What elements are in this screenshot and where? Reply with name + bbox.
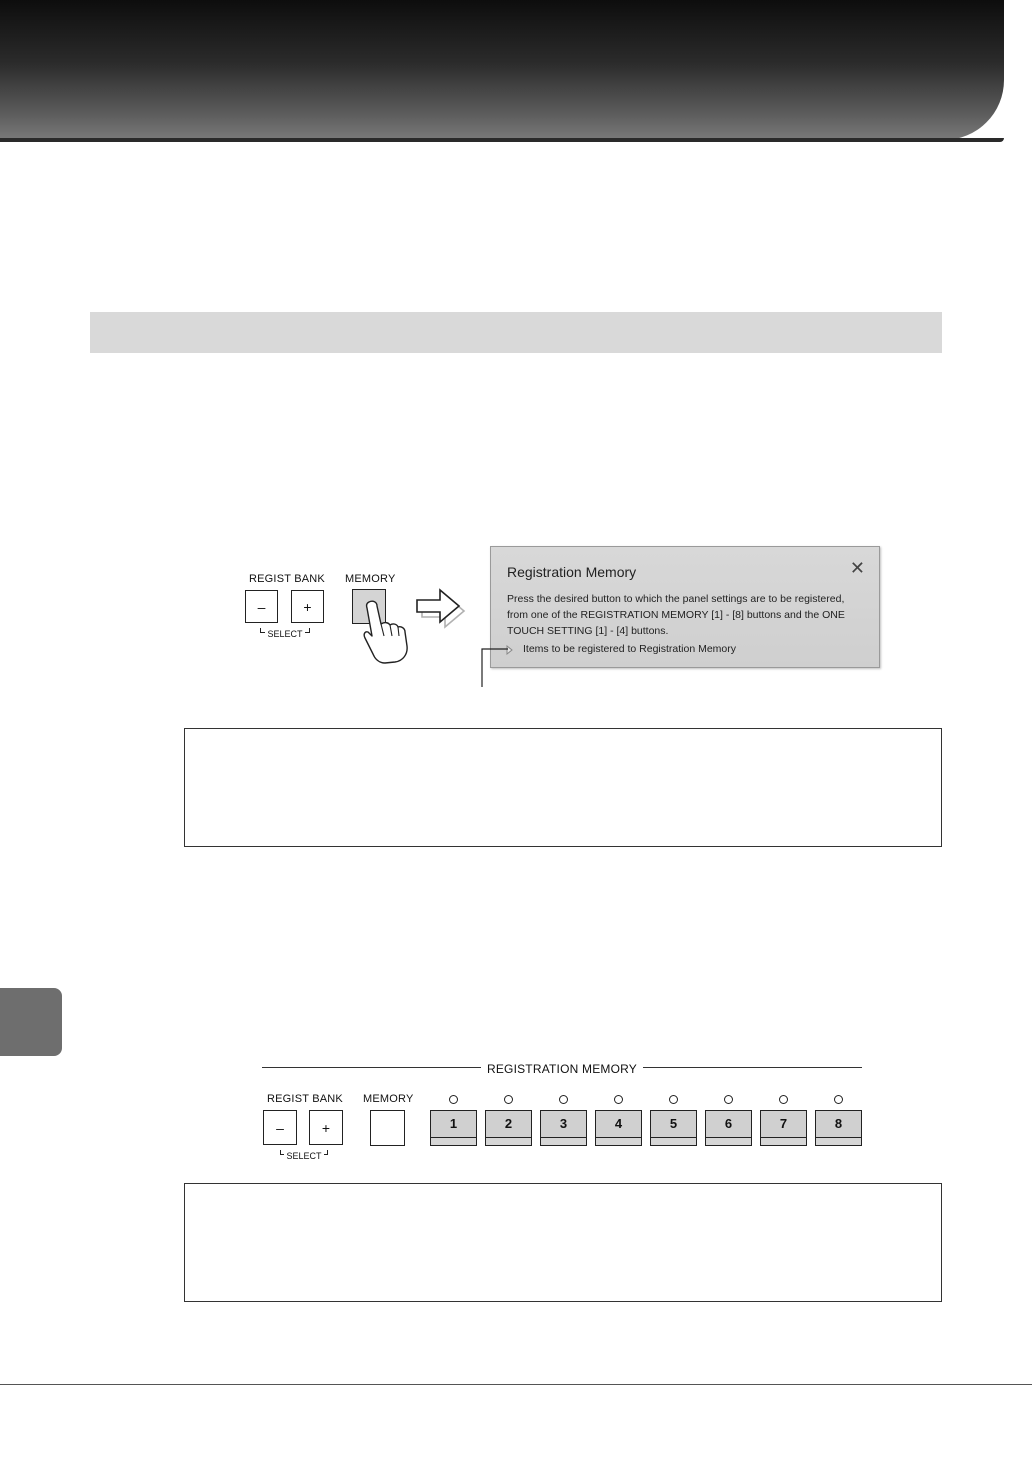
registration-memory-button-3[interactable]: 3	[540, 1110, 587, 1146]
lamp-3	[559, 1095, 568, 1104]
regist-bank-label: REGIST BANK	[267, 1093, 343, 1105]
registration-memory-dialog	[490, 546, 880, 668]
regist-bank-minus-button[interactable]: –	[263, 1110, 297, 1145]
registration-memory-button-6[interactable]: 6	[705, 1110, 752, 1146]
registration-memory-button-8[interactable]: 8	[815, 1110, 862, 1146]
lamp-2	[504, 1095, 513, 1104]
section-heading-bar	[90, 312, 942, 353]
memory-button[interactable]	[370, 1110, 405, 1146]
right-arrow-icon	[414, 588, 466, 632]
callout-leader-line	[480, 646, 510, 688]
header-banner	[0, 0, 1004, 140]
memory-label: MEMORY	[345, 573, 396, 585]
note-box	[184, 1183, 942, 1302]
lamp-7	[779, 1095, 788, 1104]
registration-memory-button-4[interactable]: 4	[595, 1110, 642, 1146]
footer-rule	[0, 1384, 1032, 1385]
registration-memory-button-1[interactable]: 1	[430, 1110, 477, 1146]
note-box	[184, 728, 942, 847]
registration-memory-button-2[interactable]: 2	[485, 1110, 532, 1146]
dialog-title: Registration Memory	[507, 564, 637, 580]
pressing-hand-icon	[355, 598, 415, 664]
registration-memory-button-5[interactable]: 5	[650, 1110, 697, 1146]
header-banner-edge	[0, 138, 1004, 142]
regist-bank-minus-button[interactable]: –	[245, 590, 278, 623]
regist-bank-plus-button[interactable]: +	[291, 590, 324, 623]
memory-label: MEMORY	[363, 1093, 414, 1105]
select-label: SELECT	[267, 629, 303, 639]
chapter-tab	[0, 988, 62, 1056]
lamp-5	[669, 1095, 678, 1104]
lamp-4	[614, 1095, 623, 1104]
regist-bank-label: REGIST BANK	[249, 573, 325, 585]
lamp-1	[449, 1095, 458, 1104]
lamp-8	[834, 1095, 843, 1104]
dialog-items-link[interactable]: Items to be registered to Registration Memory	[523, 643, 737, 655]
select-label: SELECT	[286, 1151, 322, 1161]
registration-memory-button-7[interactable]: 7	[760, 1110, 807, 1146]
dialog-message: Press the desired button to which the panel settings are to be registered, from one of the REGISTRATION MEMORY [1] - [8] buttons and the ONE TOUCH SETTING [1] - [4] buttons.	[507, 593, 845, 637]
close-icon[interactable]: ✕	[849, 558, 865, 578]
lamp-6	[724, 1095, 733, 1104]
registration-memory-group-title: REGISTRATION MEMORY	[481, 1062, 643, 1076]
regist-bank-plus-button[interactable]: +	[309, 1110, 343, 1145]
